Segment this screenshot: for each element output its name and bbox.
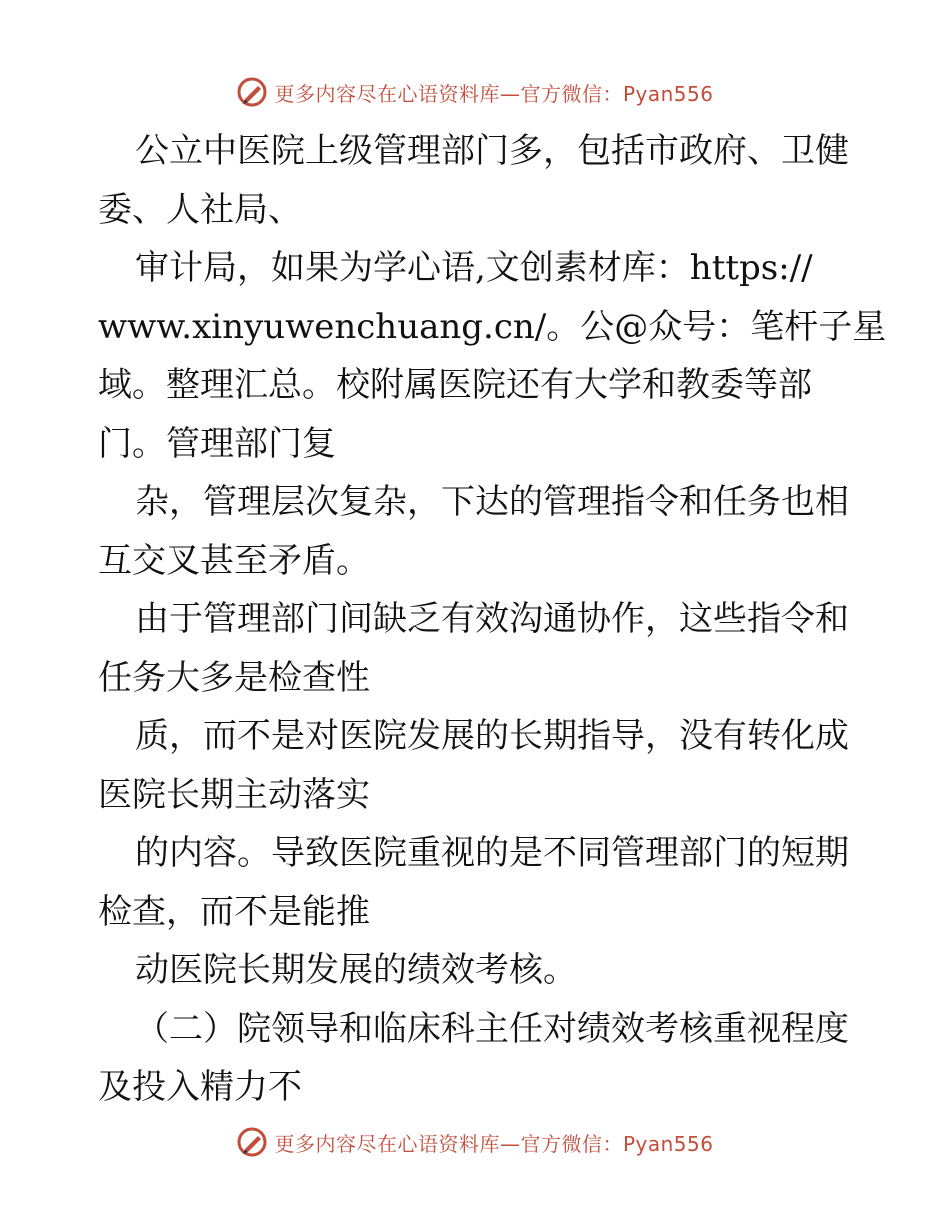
text-line: 杂，管理层次复杂，下达的管理指令和任务也相: [135, 482, 849, 522]
text-line: 域。整理汇总。校附属医院还有大学和教委等部: [98, 365, 812, 405]
text-line: 质，而不是对医院发展的长期指导，没有转化成: [135, 716, 849, 756]
text-line: 动医院长期发展的绩效考核。: [135, 950, 577, 990]
text-line: 的内容。导致医院重视的是不同管理部门的短期: [135, 833, 849, 873]
section-heading-line: （二）院领导和临床科主任对绩效考核重视程度: [135, 1008, 849, 1049]
text-line: 及投入精力不: [98, 1067, 302, 1107]
text-line: 委、人社局、: [98, 189, 302, 230]
text-line: 医院长期主动落实: [98, 774, 370, 815]
text-line: 门。管理部门复: [98, 423, 336, 464]
header-banner-text: 更多内容尽在心语资料库—官方微信：Pyan556: [274, 81, 714, 106]
text-line: 由于管理部门间缺乏有效沟通协作，这些指令和: [135, 599, 849, 639]
text-line: 审计局，如果为学心语,文创素材库：https://: [135, 248, 813, 288]
pen-circle-logo-icon: [236, 76, 268, 108]
text-line: 公立中医院上级管理部门多，包括市政府、卫健: [135, 131, 849, 171]
footer-banner: [0, 1122, 950, 1162]
text-line: 检查，而不是能推: [98, 891, 370, 932]
document-body: [98, 122, 887, 1117]
pen-circle-logo-icon: [236, 1126, 268, 1158]
header-banner: [0, 72, 950, 112]
text-line: www.xinyuwenchuang.cn/。公@众号：笔杆子星: [98, 306, 887, 347]
footer-banner-text: 更多内容尽在心语资料库—官方微信：Pyan556: [274, 1131, 714, 1156]
text-line: 互交叉甚至矛盾。: [98, 540, 370, 581]
text-line: 任务大多是检查性: [98, 657, 370, 698]
